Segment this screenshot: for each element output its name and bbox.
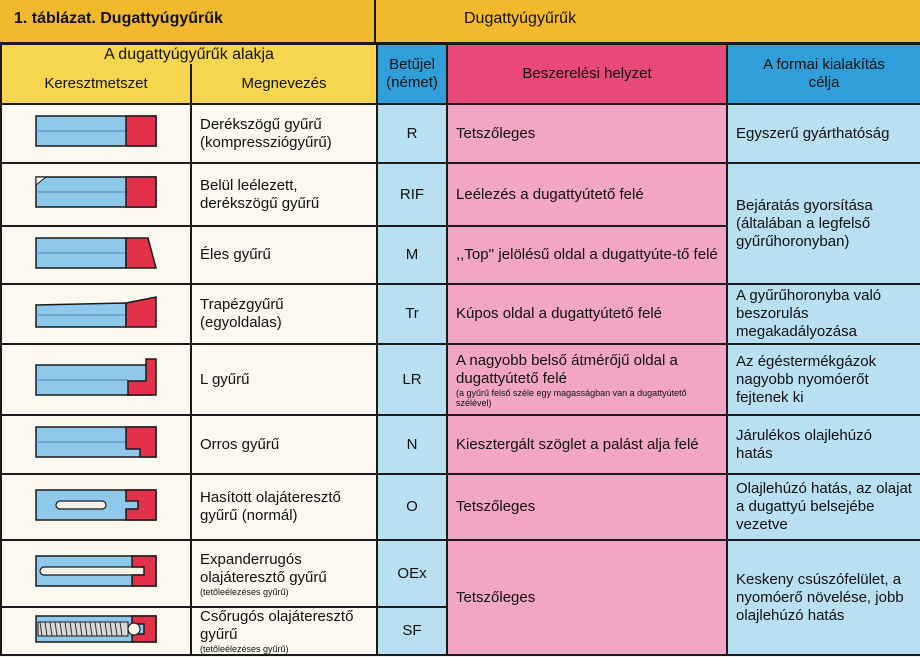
header-name: Megnevezés (191, 64, 377, 104)
mount-position: Tetszőleges (447, 474, 727, 540)
cross-section-cell (1, 284, 191, 344)
ring-name-note: (tetőleélezéses gyűrű) (200, 644, 289, 654)
ring-name: Csőrugós olajáteresztő gyűrű (200, 608, 354, 643)
mount-position: Tetszőleges (447, 104, 727, 163)
table-subject: Dugattyúgyűrűk (464, 10, 577, 27)
ring-letter: SF (377, 607, 447, 655)
design-purpose: Olajlehúzó hatás, az olajat a dugattyú belsejébe vezetve (727, 474, 920, 540)
design-purpose: Bejáratás gyorsítása (általában a legfelső gyűrűhoronyban) (727, 163, 920, 284)
ring-name: Éles gyűrű (191, 226, 377, 284)
header-mount: Beszerelési helyzet (447, 44, 727, 104)
ring-letter: O (377, 474, 447, 540)
header-form: A dugattyúgyűrűk alakja (1, 44, 377, 64)
cross-section-cell (1, 415, 191, 474)
mount-position: Tetszőleges (447, 540, 727, 655)
design-purpose: Az égéstermékgázok nagyobb nyomóerőt fejtenek ki (727, 344, 920, 415)
mount-position: ,,Top'' jelölésű oldal a dugattyúte-tő felé (447, 226, 727, 284)
ring-name-cell (191, 540, 377, 607)
ring-letter: N (377, 415, 447, 474)
ring-name: Trapézgyűrű (egyoldalas) (191, 284, 377, 344)
cross-section-cell (1, 607, 191, 655)
header-cross: Keresztmetszet (1, 64, 191, 104)
design-purpose: A gyűrűhoronyba való beszorulás megakadályozása (727, 284, 920, 344)
header-purpose: A formai kialakítás célja (727, 44, 920, 104)
sharp-ring-icon (34, 236, 158, 270)
mount-position: Leélezés a dugattyútető felé (447, 163, 727, 226)
cross-section-cell (1, 163, 191, 226)
ring-name: Expanderrugós olajáteresztő gyűrű (200, 550, 327, 586)
mount-position-cell (447, 344, 727, 415)
ring-name: Derékszögű gyűrű (kompressziógyűrű) (191, 104, 377, 163)
rect-ring-icon (34, 114, 158, 148)
ring-letter: RIF (377, 163, 447, 226)
design-purpose: Járulékos olajlehúzó hatás (727, 415, 920, 474)
ring-name: Hasított olajáteresztő gyűrű (normál) (191, 474, 377, 540)
ring-letter: R (377, 104, 447, 163)
ring-name-cell (191, 607, 377, 655)
mount-position: Kiesztergált szöglet a palást alja felé (447, 415, 727, 474)
ring-letter: Tr (377, 284, 447, 344)
mount-position: Kúpos oldal a dugattyútető felé (447, 284, 727, 344)
design-purpose: Egyszerű gyárthatóság (727, 104, 920, 163)
ring-name-note: (tetőleélezéses gyűrű) (200, 586, 289, 597)
header-letter: Betűjel (német) (377, 44, 447, 104)
ring-name: Orros gyűrű (191, 415, 377, 474)
trapezoid-ring-icon (34, 295, 158, 329)
ring-letter: OEx (377, 540, 447, 607)
coil-spring-oil-ring-icon (34, 614, 158, 644)
ring-letter: LR (377, 344, 447, 415)
ring-name: Belül leélezett, derékszögű gyűrű (191, 163, 377, 226)
title-bar (0, 0, 920, 44)
mount-position: A nagyobb belső átmérőjű oldal a dugattyútető felé (456, 351, 678, 387)
piston-ring-table (0, 43, 920, 656)
design-purpose: Keskeny csúszófelület, a nyomóerő növelése, jobb olajlehúzó hatás (727, 540, 920, 655)
cross-section-cell (1, 540, 191, 607)
cross-section-cell (1, 104, 191, 163)
slotted-oil-ring-icon (34, 488, 158, 522)
cross-section-cell (1, 226, 191, 284)
inner-bevel-ring-icon (34, 175, 158, 209)
mount-position-note: (a gyűrű felső széle egy magasságban van a dugattyútető szélével) (456, 387, 687, 408)
cross-section-cell (1, 344, 191, 415)
nose-ring-icon (34, 425, 158, 459)
l-ring-icon (34, 357, 158, 397)
ring-letter: M (377, 226, 447, 284)
expander-oil-ring-icon (34, 554, 158, 588)
ring-name: L gyűrű (191, 344, 377, 415)
table-title: 1. táblázat. Dugattyúgyűrűk (14, 10, 223, 27)
cross-section-cell (1, 474, 191, 540)
